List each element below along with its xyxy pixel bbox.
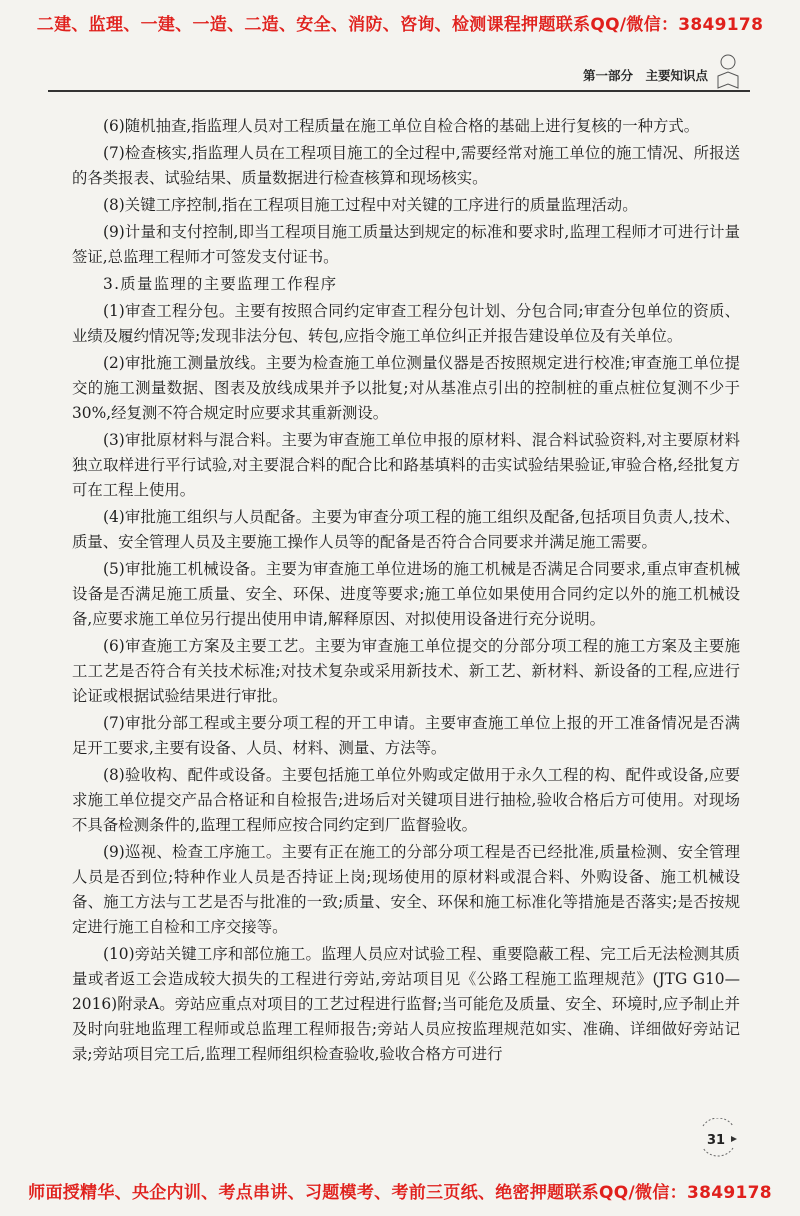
paragraph: (8)关键工序控制,指在工程项目施工过程中对关键的工序进行的质量监理活动。 (103, 196, 638, 214)
header-logo (712, 52, 744, 92)
page-number: 31 (707, 1133, 726, 1148)
list-item: (10)旁站关键工序和部位施工。监理人员应对试验工程、重要隐蔽工程、完工后无法检测其质量或者返工会造成较大损失的工程进行旁站,旁站项目见《公路工程施工监理规范》(JTG G10—2016)附录A。旁站应重点对项目的工艺过程进行监督;当可能危及质量、安全、环境时,应予制止并及时向驻地监理工程师或总监理工程师报告;旁站人员应按监理规范如实、准确、详细做好旁站记录;旁站项目完工后,监理工程师组织检查验收,验收合格方可进行 (72, 945, 740, 1063)
list-item: (9)巡视、检查工序施工。主要有正在施工的分部分项工程是否已经批准,质量检测、安全管理人员是否到位;特种作业人员是否持证上岗;现场使用的原材料或混合料、外购设备、施工机械设备、施工方法与工艺是否与批准的一致;质量、安全、环保和施工标准化等措施是否落实;是否按规定进行施工自检和工序交接等。 (72, 843, 740, 936)
header-rule (48, 90, 750, 92)
top-banner: 二建、监理、一建、一造、二造、安全、消防、咨询、检测课程押题联系QQ/微信：3849178 (36, 15, 764, 35)
paragraph: (6)随机抽查,指监理人员对工程质量在施工单位自检合格的基础上进行复核的一种方式。 (103, 117, 700, 135)
page-body (72, 114, 740, 1069)
list-item: (6)审查施工方案及主要工艺。主要为审查施工单位提交的分部分项工程的施工方案及主要施工工艺是否符合有关技术标准;对技术复杂或采用新技术、新工艺、新材料、新设备的工程,应进行论证或根据试验结果进行审批。 (72, 637, 740, 705)
list-item: (4)审批施工组织与人员配备。主要为审查分项工程的施工组织及配备,包括项目负责人,技术、质量、安全管理人员及主要施工操作人员等的配备是否符合合同要求并满足施工需要。 (72, 508, 740, 551)
list-item: (5)审批施工机械设备。主要为审查施工单位进场的施工机械是否满足合同要求,重点审查机械设备是否满足施工质量、安全、环保、进度等要求;施工单位如果使用合同约定以外的施工机械设备,应要求施工单位另行提出使用申请,解释原因、对拟使用设备进行充分说明。 (72, 560, 740, 628)
book-logo-icon (712, 52, 744, 92)
section-title: 3.质量监理的主要监理工作程序 (103, 275, 338, 293)
list-item: (3)审批原材料与混合料。主要为审查施工单位申报的原材料、混合料试验资料,对主要原材料独立取样进行平行试验,对主要混合料的配合比和路基填料的击实试验结果验证,审验合格,经批复方可在工程上使用。 (72, 431, 740, 499)
list-item: (1)审查工程分包。主要有按照合同约定审查工程分包计划、分包合同;审查分包单位的资质、业绩及履约情况等;发现非法分包、转包,应指令施工单位纠正并报告建设单位及有关单位。 (72, 302, 740, 345)
list-item: (2)审批施工测量放线。主要为检查施工单位测量仪器是否按照规定进行校准;审查施工单位提交的施工测量数据、图表及放线成果并予以批复;对从基准点引出的控制桩的重点桩位复测不少于30%,经复测不符合规定时应要求其重新测设。 (72, 354, 740, 422)
section-header: 第一部分 主要知识点 (583, 68, 709, 83)
paragraph: (9)计量和支付控制,即当工程项目施工质量达到规定的标准和要求时,监理工程师才可进行计量签证,总监理工程师才可签发支付证书。 (72, 223, 740, 266)
list-item: (8)验收构、配件或设备。主要包括施工单位外购或定做用于永久工程的构、配件或设备,应要求施工单位提交产品合格证和自检报告;进场后对关键项目进行抽检,验收合格后方可使用。对现场不具备检测条件的,监理工程师应按合同约定到厂监督验收。 (72, 766, 740, 834)
list-item: (7)审批分部工程或主要分项工程的开工申请。主要审查施工单位上报的开工准备情况是否满足开工要求,主要有设备、人员、材料、测量、方法等。 (72, 714, 740, 757)
paragraph: (7)检查核实,指监理人员在工程项目施工的全过程中,需要经常对施工单位的施工情况、所报送的各类报表、试验结果、质量数据进行检查核算和现场核实。 (72, 144, 740, 187)
bottom-banner: 师面授精华、央企内训、考点串讲、习题模考、考前三页纸、绝密押题联系QQ/微信：3849178 (28, 1183, 772, 1203)
